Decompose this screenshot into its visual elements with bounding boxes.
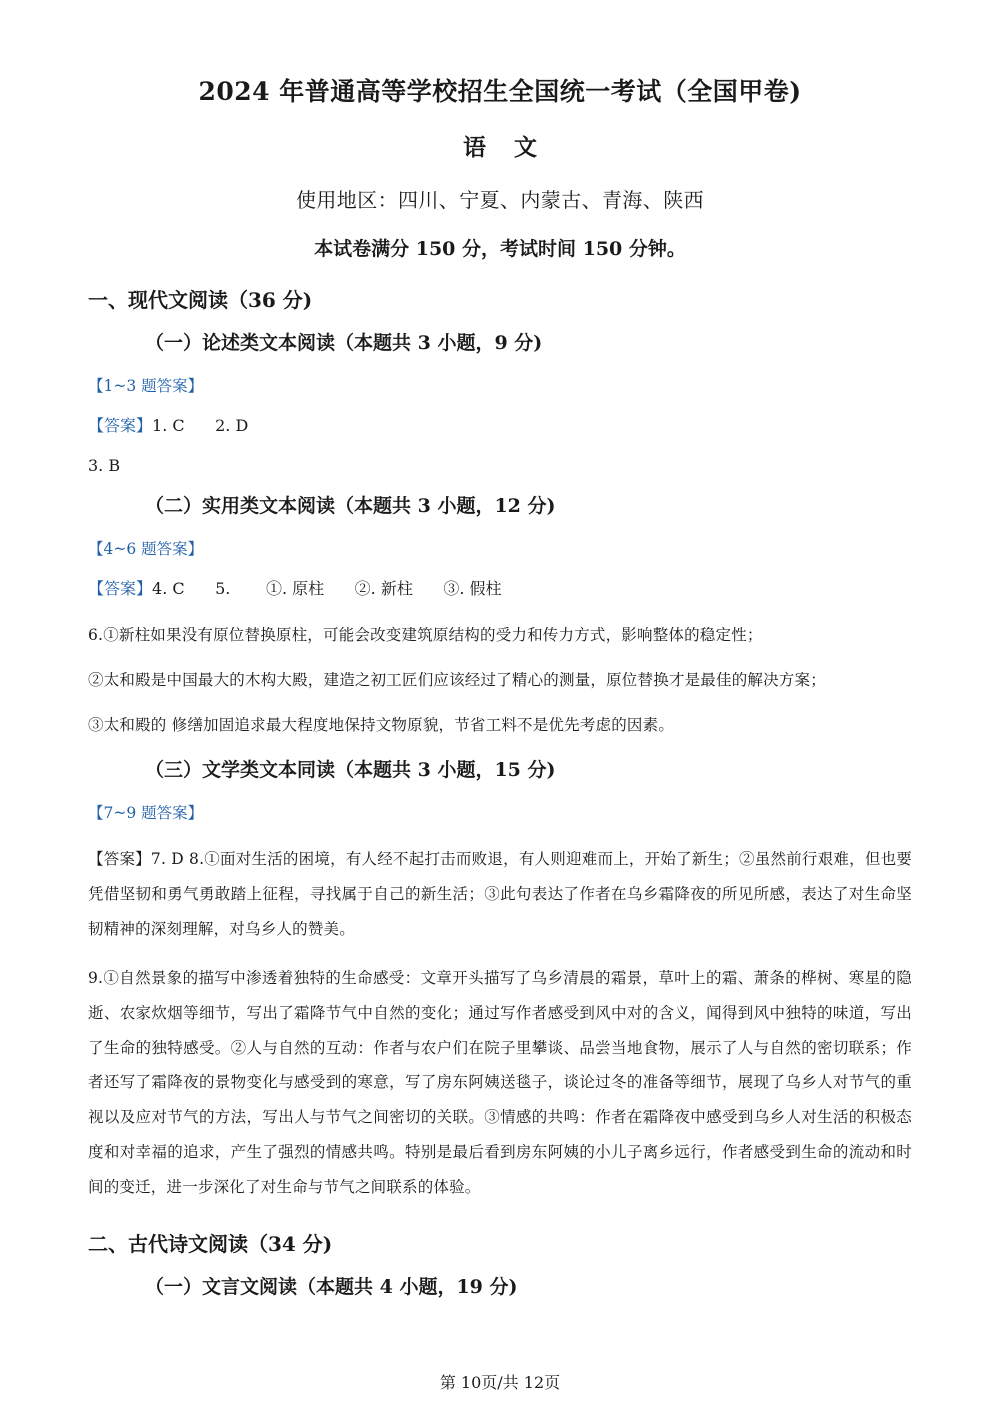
exam-subject: 语 文 <box>462 134 547 162</box>
subsection-heading-classical-chinese: （一）文言文阅读（本题共 4 小题，19 分) <box>145 1275 518 1298</box>
section-heading-classical-reading: 二、古代诗文阅读（34 分) <box>88 1231 333 1256</box>
exam-title: 2024 年普通高等学校招生全国统一考试（全国甲卷) <box>198 77 802 106</box>
section-heading-modern-reading: 一、现代文阅读（36 分) <box>88 288 313 313</box>
answer-tag-q1-3: 【1~3 题答案】 <box>88 376 204 395</box>
answer-tag-q7-9: 【7~9 题答案】 <box>88 803 204 822</box>
answer-marker: 【答案】 <box>88 416 153 435</box>
page-footer <box>0 1370 1000 1393</box>
answer-line-q3: 3. B <box>88 456 121 475</box>
answer-values-q1-2: 1. C 2. D <box>152 416 249 435</box>
subsection-heading-argumentative: （一）论述类文本阅读（本题共 3 小题，9 分) <box>145 332 543 355</box>
answer-paragraph-q7-8 <box>88 825 912 947</box>
exam-score-note: 本试卷满分 150 分，考试时间 150 分钟。 <box>314 238 686 261</box>
answer-line-q4-5 <box>88 561 912 601</box>
answer-marker: 【答案】 <box>88 578 153 598</box>
answer-paragraph-q6-point1: 6.①新柱如果没有原位替换原柱，可能会改变建筑原结构的受力和传力方式，影响整体的稳定性； <box>88 625 763 644</box>
answer-paragraph-q6-point2: ②太和殿是中国最大的木构大殿，建造之初工匠们应该经过了精心的测量，原位替换才是最佳的解决方案； <box>88 670 826 689</box>
answer-marker: 【答案】 <box>88 850 151 869</box>
exam-region-line: 使用地区：四川、宁夏、内蒙古、青海、陕西 <box>296 188 704 213</box>
page-number-label: 第 10页/共 12页 <box>439 1373 561 1392</box>
answer-line-q1-2 <box>88 398 912 438</box>
answer-tag-q4-6: 【4~6 题答案】 <box>88 539 204 558</box>
answer-paragraph-q6-point3: ③太和殿的 修缮加固追求最大程度地保持文物原貌，节省工料不是优先考虑的因素。 <box>88 715 675 734</box>
answer-values-q7-8: 7. D 8.①面对生活的困境，有人经不起打击而败退，有人则迎难而上，开始了新生；②虽然前行艰难，但也要凭借坚韧和勇气勇敢踏上征程，寻找属于自己的新生活；③此句表达了作者在乌乡霜降夜的所见所感，表达了对生命坚韧精神的深刻理解，对乌乡人的赞美。 <box>88 850 912 938</box>
subsection-heading-practical: （二）实用类文本阅读（本题共 3 小题，12 分) <box>145 495 556 517</box>
answer-paragraph-q9: 9.①自然景象的描写中渗透着独特的生命感受：文章开头描写了乌乡清晨的霜景，草叶上的霜、萧条的桦树、寒星的隐逝、农家炊烟等细节，写出了霜降节气中自然的变化；通过写作者感受到风中对的含义，闻得到风中独特的味道，写出了生命的独特感受。②人与自然的互动：作者与农户们在院子里攀谈、品尝当地食物，展示了人与自然的密切联系；作者还写了霜降夜的景物变化与感受到的寒意，写了房东阿姨送毯子，谈论过冬的准备等细节，展现了乌乡人对节气的重视以及应对节气的方法，写出人与节气之间密切的关联。③情感的共鸣：作者在霜降夜中感受到乌乡人对生活的积极态度和对幸福的追求，产生了强烈的情感共鸣。特别是最后看到房东阿姨的小儿子离乡远行，作者感受到生命的流动和时间的变迁，进一步深化了对生命与节气之间联系的体验。 <box>88 968 912 1196</box>
subsection-heading-literary: （三）文学类文本同读（本题共 3 小题，15 分) <box>145 759 556 782</box>
answer-values-q4-5: 4. C 5. ①. 原柱 ②. 新柱 ③. 假柱 <box>152 578 502 598</box>
